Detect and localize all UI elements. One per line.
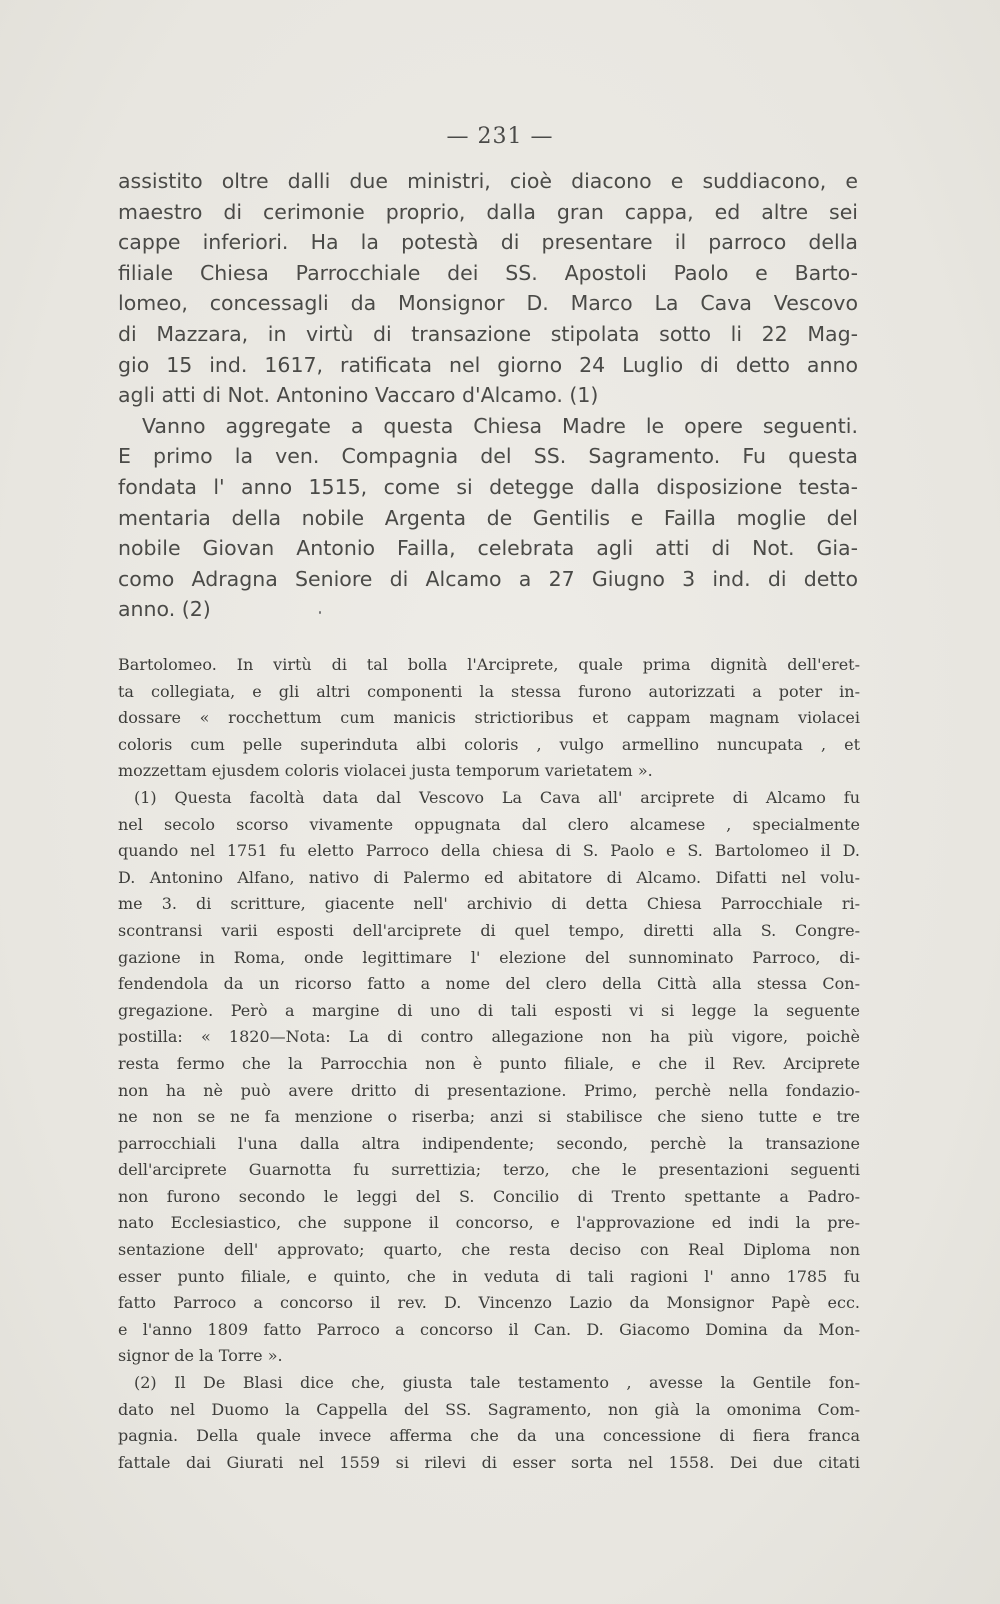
footnote-line: nato Ecclesiastico, che suppone il concorso, e l'approvazione ed indi la pre- [118, 1213, 860, 1233]
footnote-line: fatto Parroco a concorso il rev. D. Vincenzo Lazio da Monsignor Papè ecc. [118, 1293, 860, 1313]
footnote-line: mozzettam ejusdem coloris violacei justa temporum varietatem ». [118, 761, 653, 781]
footnote-line: gregazione. Però a margine di uno di tali esposti vi si legge la seguente [118, 1000, 860, 1020]
footnote-line: coloris cum pelle superinduta albi coloris , vulgo armellino nuncupata , et [118, 734, 860, 754]
footnote-line: me 3. di scritture, giacente nell' archivio di detta Chiesa Parrocchiale ri- [118, 894, 860, 914]
footnote-line: scontransi varii esposti dell'arciprete di quel tempo, diretti alla S. Congre- [118, 920, 860, 940]
footnote-line: (2) Il De Blasi dice che, giusta tale testamento , avesse la Gentile fon- [134, 1373, 860, 1393]
text-line: cappe inferiori. Ha la potestà di presentare il parroco della [118, 230, 858, 255]
text-line: mentaria della nobile Argenta de Gentilis e Failla moglie del [118, 505, 858, 530]
text-line: di Mazzara, in virtù di transazione stipolata sotto li 22 Mag- [118, 321, 858, 346]
footnote-line: D. Antonino Alfano, nativo di Palermo ed abitatore di Alcamo. Difatti nel volu- [118, 867, 860, 887]
footnote-line: signor de la Torre ». [118, 1346, 283, 1366]
text-line: fondata l' anno 1515, come si detegge dalla disposizione testa- [118, 474, 858, 499]
footnote-line: dossare « rocchettum cum manicis strictioribus et cappam magnam violacei [118, 708, 860, 728]
footnote-line: fattale dai Giurati nel 1559 si rilevi di esser sorta nel 1558. Dei due citati [118, 1452, 860, 1472]
text-line: anno. (2) [118, 597, 211, 622]
text-line: Vanno aggregate a questa Chiesa Madre le opere seguenti. [142, 413, 858, 438]
text-line: assistito oltre dalli due ministri, cioè diacono e suddiacono, e [118, 169, 858, 193]
footnote-line: pagnia. Della quale invece afferma che da una concessione di fiera franca [118, 1426, 860, 1446]
footnote-line: ne non se ne fa menzione o riserba; anzi si stabilisce che sieno tutte e tre [118, 1107, 860, 1127]
text-line: agli atti di Not. Antonino Vaccaro d'Alcamo. (1) [118, 383, 599, 408]
text-line: maestro di cerimonie proprio, dalla gran cappa, ed altre sei [118, 199, 858, 224]
footnote-line: parrocchiali l'una dalla altra indipendente; secondo, perchè la transazione [118, 1133, 860, 1153]
footnote-line: dell'arciprete Guarnotta fu surrettizia; terzo, che le presentazioni seguenti [118, 1160, 860, 1180]
text-line: E primo la ven. Compagnia del SS. Sagramento. Fu questa [118, 444, 858, 469]
text-line: filiale Chiesa Parrocchiale dei SS. Apostoli Paolo e Barto- [118, 260, 858, 285]
footnote-line: postilla: « 1820—Nota: La di contro allegazione non ha più vigore, poichè [118, 1027, 860, 1047]
text-line: como Adragna Seniore di Alcamo a 27 Giugno 3 ind. di detto [118, 566, 858, 591]
footnote-line: (1) Questa facoltà data dal Vescovo La Cava all' arciprete di Alcamo fu [134, 787, 860, 807]
footnote-line: nel secolo scorso vivamente oppugnata dal clero alcamese , specialmente [118, 814, 860, 834]
footnote-line: esser punto filiale, e quinto, che in veduta di tali ragioni l' anno 1785 fu [118, 1266, 860, 1286]
footnote-line: e l'anno 1809 fatto Parroco a concorso il Can. D. Giacomo Domina da Mon- [118, 1319, 860, 1339]
text-line: nobile Giovan Antonio Failla, celebrata agli atti di Not. Gia- [118, 536, 858, 561]
ink-speck [319, 611, 321, 614]
footnote-line: ta collegiata, e gli altri componenti la stessa furono autorizzati a poter in- [118, 681, 860, 701]
text-line: gio 15 ind. 1617, ratificata nel giorno 24 Luglio di detto anno [118, 352, 858, 377]
page-number: — 231 — [446, 124, 554, 149]
text-line: lomeo, concessagli da Monsignor D. Marco La Cava Vescovo [118, 291, 858, 316]
footnote-line: Bartolomeo. In virtù di tal bolla l'Arciprete, quale prima dignità dell'eret- [118, 655, 860, 674]
footnote-line: fendendola da un ricorso fatto a nome del clero della Città alla stessa Con- [118, 974, 860, 994]
footnote-line: resta fermo che la Parrocchia non è punto filiale, e che il Rev. Arciprete [118, 1053, 860, 1073]
footnote-line: sentazione dell' approvato; quarto, che resta deciso con Real Diploma non [118, 1240, 860, 1260]
footnote-line: quando nel 1751 fu eletto Parroco della chiesa di S. Paolo e S. Bartolomeo il D. [118, 841, 860, 861]
footnote-line: non ha nè può avere dritto di presentazione. Primo, perchè nella fondazio- [118, 1080, 860, 1100]
main-text [118, 166, 858, 625]
footnote-line: non furono secondo le leggi del S. Concilio di Trento spettante a Padro- [118, 1186, 860, 1206]
footnote-line: gazione in Roma, onde legittimare l' elezione del sunnominato Parroco, di- [118, 947, 860, 967]
footnote-line: dato nel Duomo la Cappella del SS. Sagramento, non già la omonima Com- [118, 1399, 860, 1419]
footnotes [118, 652, 860, 1476]
